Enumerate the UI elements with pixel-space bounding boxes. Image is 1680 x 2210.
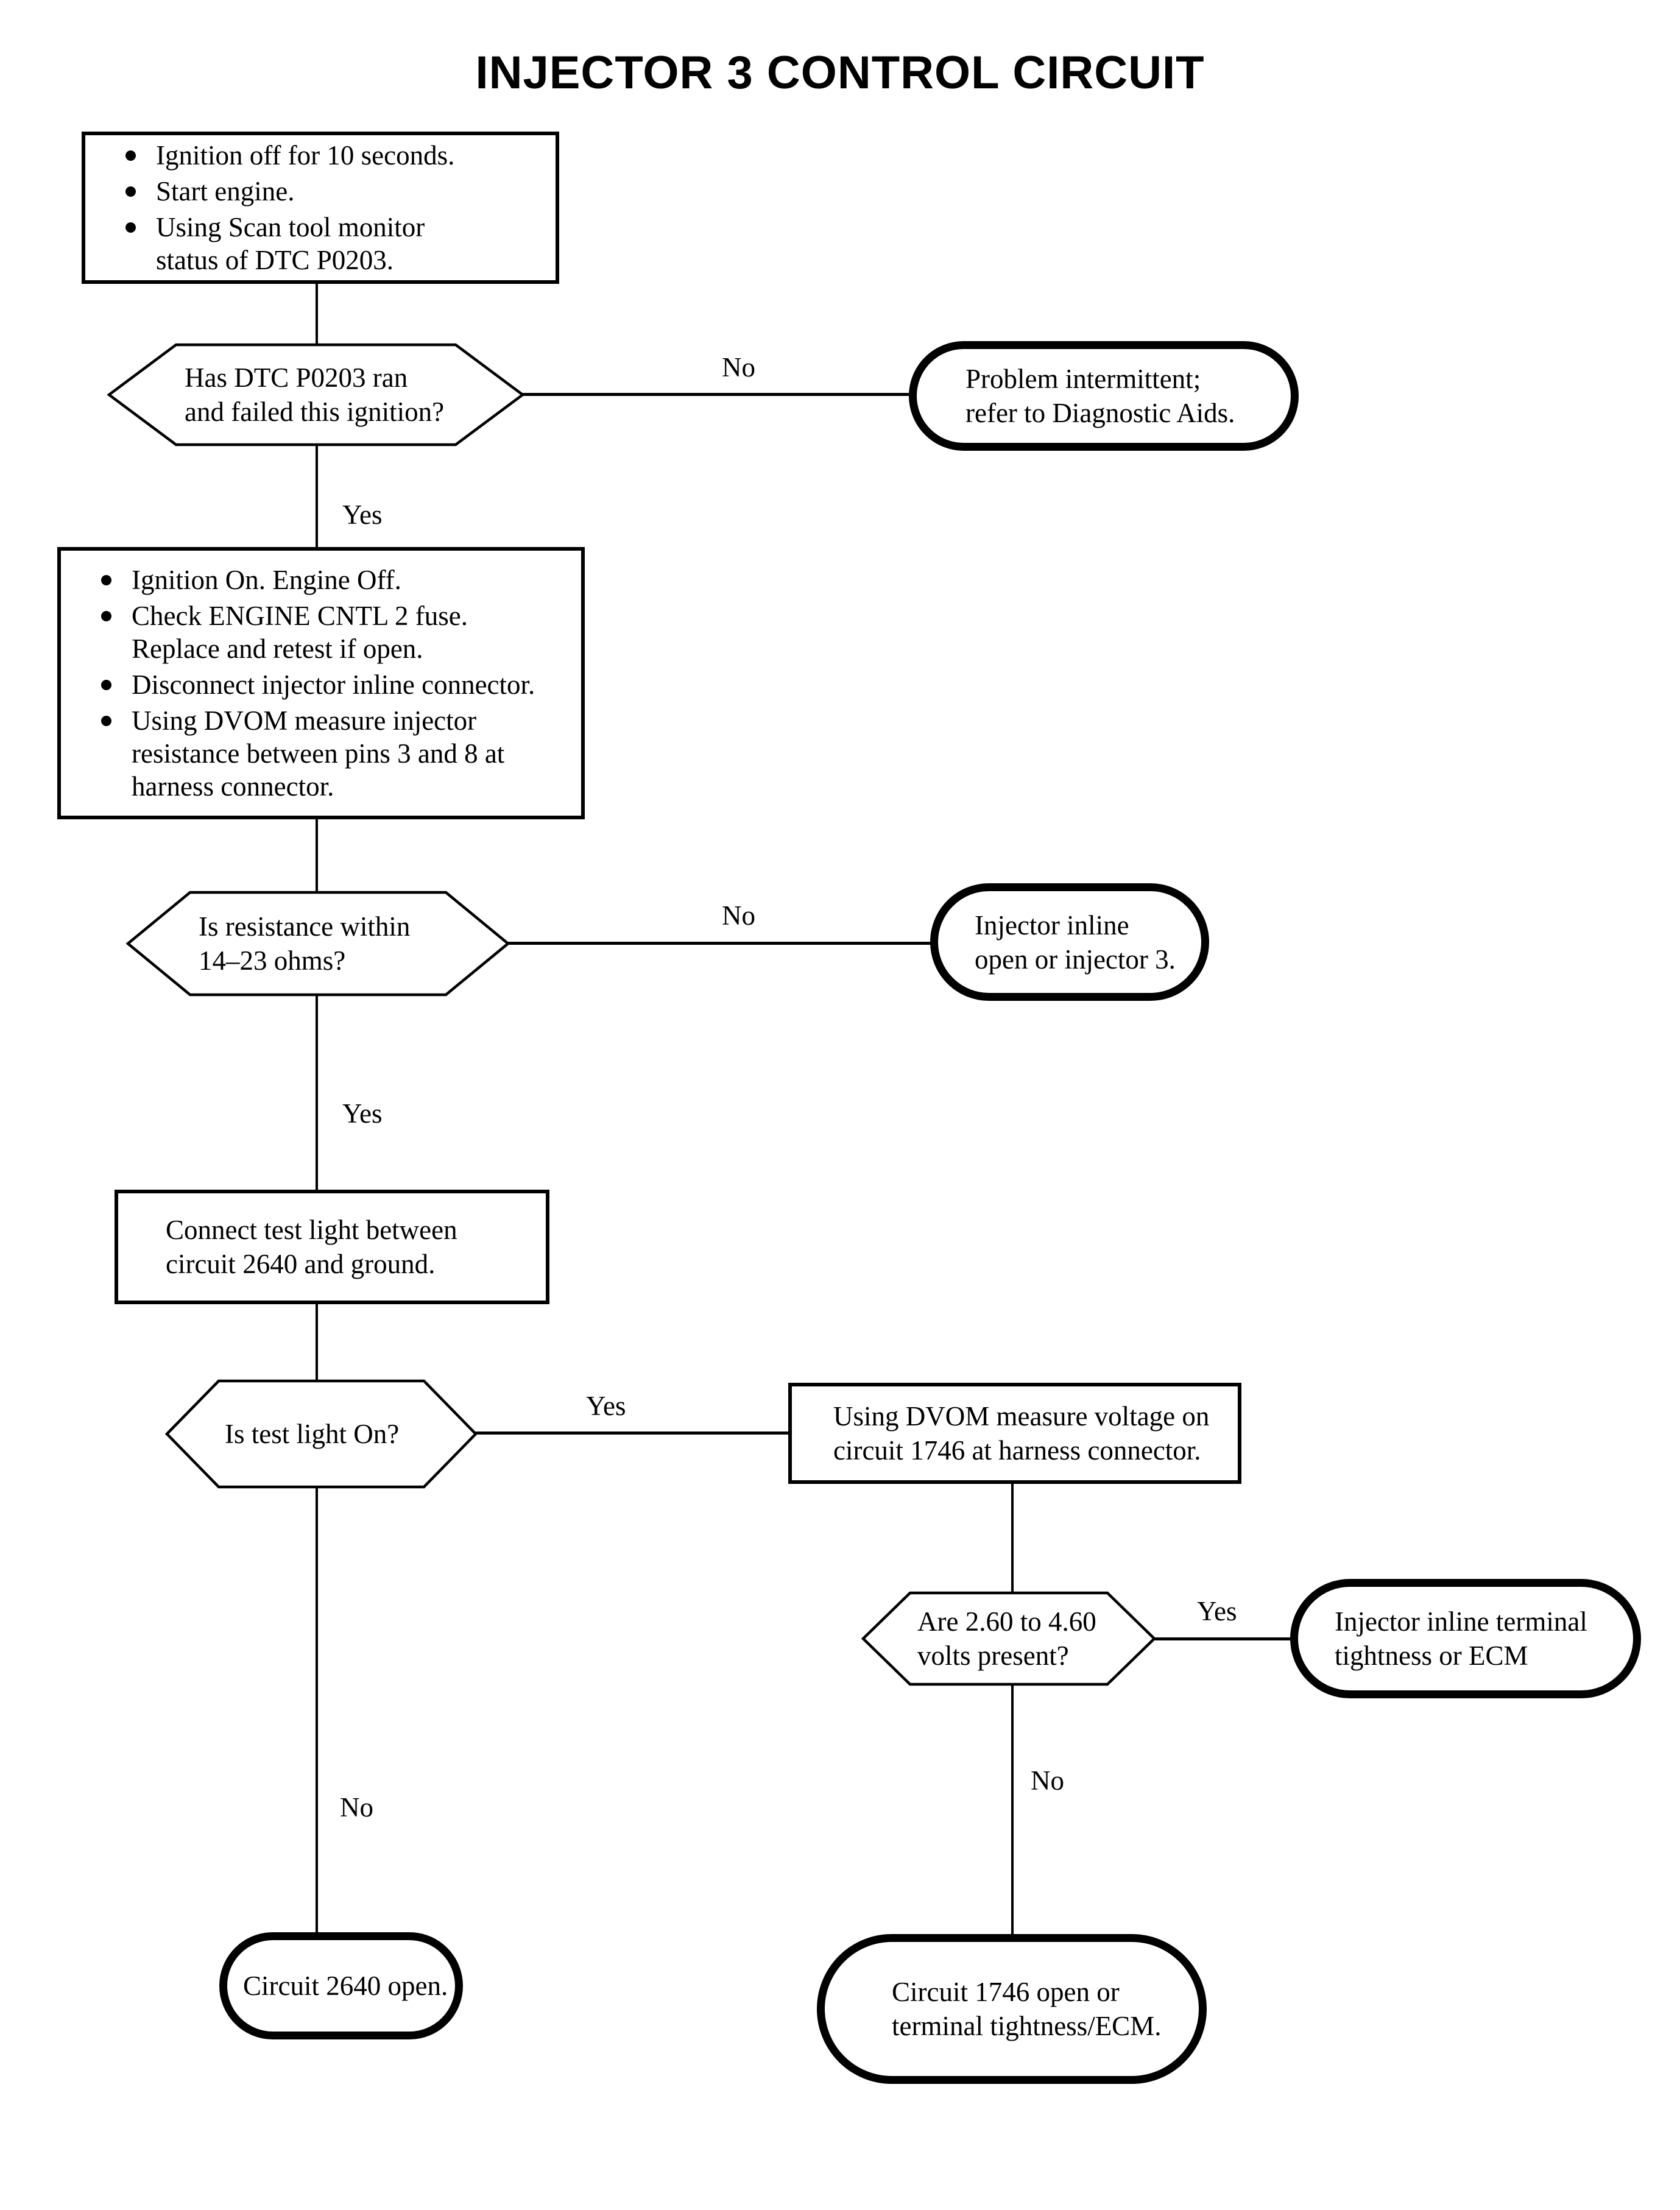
terminal-line: Injector inline terminal xyxy=(1335,1606,1587,1637)
bullet-dot-icon xyxy=(125,222,136,233)
bullet-dot-icon xyxy=(125,150,136,161)
connector-line xyxy=(316,280,318,344)
terminal-line: open or injector 3. xyxy=(975,944,1176,975)
instruction-bullet-item xyxy=(101,563,581,596)
edge-label-yes: Yes xyxy=(342,500,383,530)
bullet-dot-icon xyxy=(101,680,111,690)
bullet-dot-icon xyxy=(125,186,136,197)
instruction-line: Ignition off for 10 seconds. xyxy=(156,140,455,171)
instruction-bullet-item xyxy=(125,211,556,277)
connector-line xyxy=(508,942,931,945)
step-line: circuit 2640 and ground. xyxy=(166,1249,436,1279)
terminal-line: terminal tightness/ECM. xyxy=(892,2011,1162,2041)
connector-line xyxy=(316,817,318,892)
step-line: circuit 1746 at harness connector. xyxy=(833,1435,1201,1466)
check-resistance-box xyxy=(57,547,585,819)
terminal-circuit-2640-open-pill xyxy=(219,1932,463,2039)
decision-line: volts present? xyxy=(917,1640,1069,1671)
decision-resistance-hexagon xyxy=(126,891,510,997)
decision-line: 14–23 ohms? xyxy=(199,945,346,976)
decision-line: and failed this ignition? xyxy=(185,397,445,427)
instruction-line: Using Scan tool monitor xyxy=(156,212,425,242)
instruction-bullet-item xyxy=(101,668,581,701)
step-line: Connect test light between xyxy=(166,1215,457,1245)
terminal-terminal-tightness-pill xyxy=(1290,1579,1641,1698)
connector-line xyxy=(475,1432,789,1435)
connector-line xyxy=(316,1303,318,1380)
instruction-line: resistance between pins 3 and 8 at xyxy=(132,738,505,769)
instruction-line: Using DVOM measure injector xyxy=(132,705,477,736)
connector-line xyxy=(1155,1637,1291,1640)
terminal-line: Problem intermittent; xyxy=(965,364,1201,394)
instruction-bullet-item xyxy=(101,704,581,803)
instruction-line: harness connector. xyxy=(132,771,334,802)
connect-test-light-box xyxy=(115,1190,549,1304)
instruction-line: status of DTC P0203. xyxy=(156,245,394,275)
bullet-dot-icon xyxy=(101,575,111,585)
terminal-injector-inline-open-pill xyxy=(930,883,1209,1001)
connector-line xyxy=(521,393,909,396)
decision-volts-hexagon xyxy=(861,1591,1156,1686)
terminal-circuit-1746-open-pill xyxy=(817,1934,1207,2084)
decision-line: Is test light On? xyxy=(225,1419,400,1449)
instruction-bullet-item xyxy=(125,139,556,172)
terminal-line: Circuit 1746 open or xyxy=(892,1977,1120,2007)
edge-label-no: No xyxy=(340,1792,373,1823)
instruction-line: Ignition On. Engine Off. xyxy=(132,565,401,595)
edge-label-yes: Yes xyxy=(342,1098,383,1129)
terminal-line: Circuit 2640 open. xyxy=(243,1971,448,2001)
connector-line xyxy=(1011,1685,1014,1935)
edge-label-yes: Yes xyxy=(586,1391,626,1421)
instruction-line: Replace and retest if open. xyxy=(132,634,423,664)
terminal-problem-intermittent-pill xyxy=(909,341,1299,451)
edge-label-no: No xyxy=(1031,1765,1064,1796)
terminal-line: Injector inline xyxy=(975,909,1129,941)
connector-line xyxy=(316,1485,318,1933)
edge-label-yes: Yes xyxy=(1197,1596,1237,1626)
connector-line xyxy=(316,445,318,548)
decision-line: Is resistance within xyxy=(199,911,411,942)
step-line: Using DVOM measure voltage on xyxy=(833,1401,1210,1432)
start-instructions-box xyxy=(82,132,559,284)
page-title: INJECTOR 3 CONTROL CIRCUIT xyxy=(475,47,1205,99)
decision-dtc-ran-hexagon xyxy=(107,343,524,447)
decision-line: Has DTC P0203 ran xyxy=(185,362,408,393)
instruction-line: Check ENGINE CNTL 2 fuse. xyxy=(132,601,468,631)
instruction-line: Start engine. xyxy=(156,176,295,207)
connector-line xyxy=(1011,1483,1014,1592)
bullet-dot-icon xyxy=(101,611,111,621)
edge-label-no: No xyxy=(722,352,755,383)
edge-label-no: No xyxy=(722,900,755,931)
decision-test-light-hexagon xyxy=(165,1379,478,1489)
measure-voltage-box xyxy=(788,1383,1241,1484)
instruction-bullet-item xyxy=(101,599,581,665)
connector-line xyxy=(316,995,318,1191)
bullet-dot-icon xyxy=(101,716,111,726)
terminal-line: tightness or ECM xyxy=(1335,1640,1528,1671)
instruction-bullet-item xyxy=(125,175,556,208)
terminal-line: refer to Diagnostic Aids. xyxy=(965,398,1235,428)
decision-line: Are 2.60 to 4.60 xyxy=(917,1606,1096,1637)
instruction-line: Disconnect injector inline connector. xyxy=(132,669,535,700)
